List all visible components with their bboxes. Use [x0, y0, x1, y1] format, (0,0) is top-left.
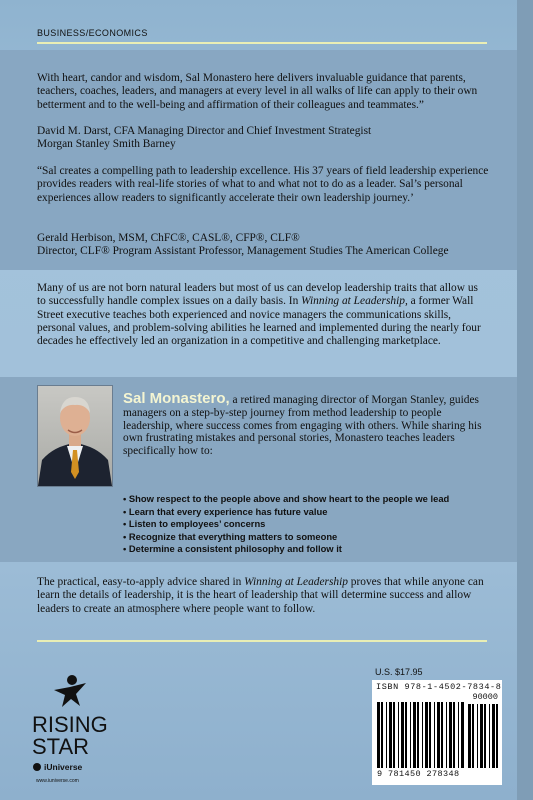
endorsement-quote-1: With heart, candor and wisdom, Sal Monastero here delivers invaluable guidance that parents, teachers, coaches, leaders, and managers at every level in all walks of life can apply to their own betterment and to the well-being and affirmation of their colleagues and teammates.” [37, 72, 478, 111]
barcode-bar [398, 702, 399, 768]
description-book-title: Winning at Leadership, [301, 295, 408, 308]
barcode-bar [434, 702, 435, 768]
divider-top [37, 42, 487, 44]
barcode-bar [496, 704, 498, 768]
barcode-bar [441, 702, 443, 768]
list-item: • Determine a consistent philosophy and follow it [123, 543, 449, 556]
barcode-bar [381, 702, 383, 768]
barcode-bar [405, 702, 407, 768]
spine-edge [517, 0, 533, 800]
barcode-bar [377, 702, 380, 768]
barcode-bar [472, 704, 474, 768]
list-item: • Learn that every experience has future value [123, 506, 449, 519]
endorsement-org-1: Morgan Stanley Smith Barney [37, 138, 176, 151]
description-text-2: a former Wall Street executive teaches both experienced and novice managers the communications skills, personal values, and problem-solving abilities he learned and implemented during the nearly four decades he effectively led an organization in a competitive and challenging marketplace. [37, 295, 481, 348]
barcode-bar [458, 702, 459, 768]
barcode-bar [393, 702, 395, 768]
barcode-bar [453, 702, 455, 768]
isbn-barcode [377, 702, 465, 768]
list-item: • Recognize that everything matters to someone [123, 531, 449, 544]
logo-word-star: STAR [32, 734, 90, 759]
isbn-digits: 9 781450 278348 [377, 769, 460, 779]
barcode-bar [477, 704, 478, 768]
divider-bottom [37, 640, 487, 642]
author-bio-text: a retired managing director of Morgan Stanley, guides managers on a step-by-step journey from method leadership to people leadership, where success comes from engaging with others. While sharing his own frustrating mistakes and personal stories, Monastero teaches leaders specifically how to: [123, 394, 482, 458]
barcode-bar [480, 704, 483, 768]
publisher-url: www.iuniverse.com [36, 778, 79, 784]
endorsement-name-2: Gerald Herbison, MSM, ChFC®, CASL®, CFP®, CLF® [37, 232, 300, 244]
key-points-list [123, 493, 449, 556]
barcode-bar [449, 702, 452, 768]
list-item: • Show respect to the people above and show heart to the people we lead [123, 493, 449, 506]
book-description [37, 282, 489, 348]
closing-paragraph [37, 576, 489, 616]
closing-text-1: The practical, easy-to-apply advice shared in [37, 576, 245, 588]
barcode-bar [489, 704, 490, 768]
author-name: Sal Monastero, [123, 390, 230, 407]
addon-barcode [468, 704, 498, 768]
imprint-name: iUniverse [44, 762, 83, 772]
description-text-1: Many of us are not born natural leaders but most of us can develop leadership traits that allow us to successfully handle complex issues on a daily basis. In [37, 282, 478, 308]
barcode-bar [386, 702, 387, 768]
barcode-bar [389, 702, 392, 768]
author-bio [123, 390, 490, 458]
isbn-label: ISBN 978-1-4502-7834-8 [376, 682, 502, 692]
barcode-bar [484, 704, 486, 768]
barcode-bar [437, 702, 440, 768]
price-label: U.S. $17.95 [375, 667, 423, 677]
endorsement-author-2 [37, 232, 489, 259]
category-label: BUSINESS/ECONOMICS [37, 28, 148, 38]
list-item: • Listen to employees’ concerns [123, 518, 449, 531]
barcode-bar [417, 702, 419, 768]
author-portrait [37, 385, 113, 487]
barcode-bar [401, 702, 404, 768]
barcode-bar [422, 702, 423, 768]
barcode-bar [425, 702, 428, 768]
endorsement-name-1: David M. Darst, CFA Managing Director and Chief Investment Strategist [37, 125, 372, 137]
barcode-bar [461, 702, 464, 768]
endorsement-org-2: Director, CLF® Program Assistant Professor, Management Studies The American College [37, 245, 449, 258]
star-figure-icon [30, 672, 110, 787]
rising-star-logo [30, 672, 110, 787]
endorsement-author-1 [37, 125, 489, 152]
closing-book-title: Winning at Leadership [244, 576, 348, 588]
barcode-bar [429, 702, 431, 768]
logo-word-rising: RISING [32, 712, 108, 737]
barcode-bar [468, 704, 471, 768]
price-code: 90000 [472, 692, 498, 702]
closing-text-2: proves that while anyone can learn the details of leadership, it is the heart of leadership that will determine success and allow leaders to create an atmosphere where people want to follow. [37, 576, 484, 615]
endorsement-quote-2: “Sal creates a compelling path to leadership excellence. His 37 years of field leadership experience provides readers with real-life stories of what to and what not to do as a leader. Sal’s personal experiences allow readers to significantly accelerate their own leadership journey.’ [37, 165, 489, 204]
barcode-bar [446, 702, 447, 768]
barcode-bar [413, 702, 416, 768]
barcode-bar [492, 704, 495, 768]
barcode-panel [372, 680, 502, 785]
barcode-bar [410, 702, 411, 768]
